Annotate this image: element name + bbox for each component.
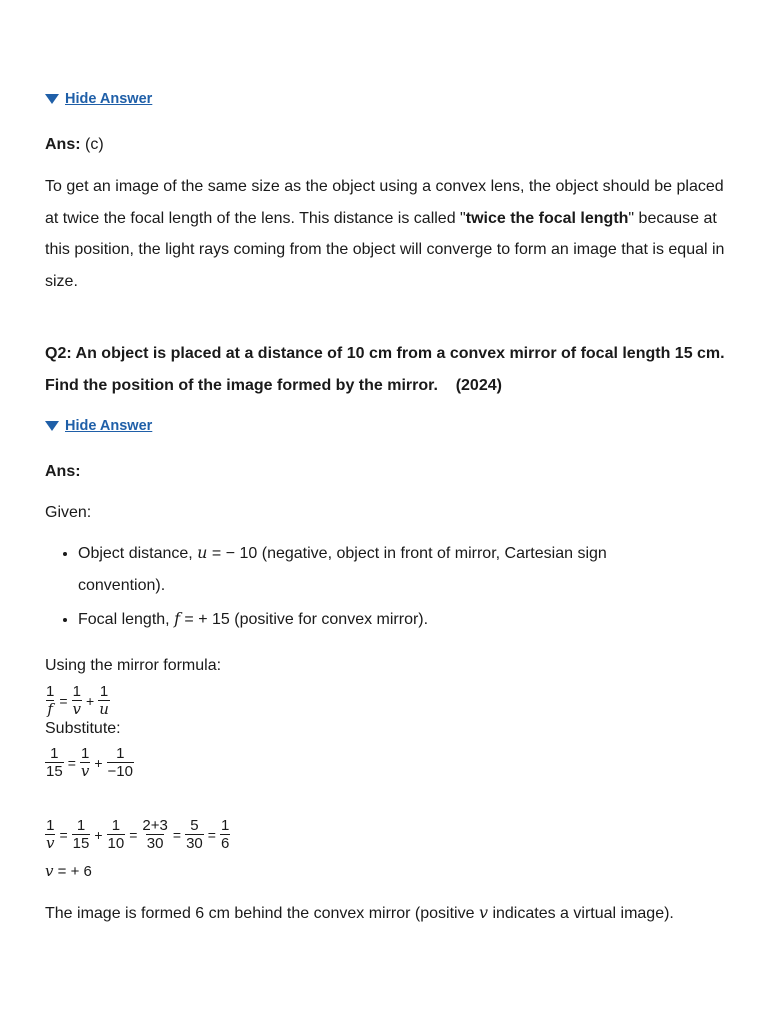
denominator: 15 bbox=[46, 763, 63, 780]
list-item bbox=[78, 537, 698, 601]
conclusion-text-end: indicates a virtual image). bbox=[488, 905, 674, 922]
math-variable: v bbox=[478, 903, 488, 922]
fraction bbox=[98, 684, 110, 717]
numerator: 1 bbox=[46, 683, 55, 700]
explanation-text: To get an image of the same size as the object using a convex lens, the object should be placed at twice the focal length of the lens. This distance is called " bbox=[45, 178, 724, 227]
fraction bbox=[141, 818, 168, 851]
hide-answer-toggle-1[interactable] bbox=[45, 91, 152, 107]
bullet-text: Focal length, bbox=[78, 611, 175, 628]
question-2 bbox=[45, 338, 745, 401]
equals-sign: = bbox=[59, 826, 68, 843]
substitute-label: Substitute: bbox=[45, 720, 121, 737]
fraction bbox=[45, 684, 55, 717]
denominator: 10 bbox=[107, 835, 125, 852]
fraction bbox=[72, 684, 82, 717]
answer-1-explanation bbox=[45, 171, 735, 297]
numerator: 1 bbox=[99, 683, 109, 700]
fraction bbox=[45, 818, 55, 851]
triangle-down-icon bbox=[45, 421, 59, 431]
numerator: 2+3 bbox=[142, 817, 168, 834]
mirror-formula bbox=[45, 684, 110, 717]
hide-answer-link-1[interactable]: Hide Answer bbox=[65, 91, 153, 107]
fraction bbox=[72, 818, 91, 851]
given-list bbox=[45, 537, 698, 638]
math-variable: f bbox=[174, 609, 180, 628]
conclusion bbox=[45, 903, 745, 923]
denominator: v bbox=[80, 762, 90, 780]
triangle-down-icon bbox=[45, 94, 59, 104]
fraction bbox=[80, 746, 90, 779]
conclusion-text: The image is formed 6 cm behind the convex mirror (positive bbox=[45, 905, 479, 922]
result-line bbox=[45, 862, 92, 880]
denominator: −10 bbox=[107, 763, 133, 780]
bullet-text: Object distance, bbox=[78, 545, 198, 562]
equals-sign: = bbox=[207, 826, 216, 843]
solve-equation bbox=[45, 818, 230, 851]
numerator: 1 bbox=[111, 817, 121, 834]
numerator: 1 bbox=[76, 817, 86, 834]
formula-intro: Using the mirror formula: bbox=[45, 657, 222, 674]
numerator: 1 bbox=[50, 745, 59, 762]
denominator: u bbox=[99, 700, 109, 718]
plus-sign: + bbox=[94, 754, 103, 771]
fraction bbox=[220, 818, 230, 851]
math-variable: v bbox=[45, 862, 54, 880]
equals-sign: = bbox=[67, 754, 76, 771]
question-2-text: Q2: An object is placed at a distance of 10 cm from a convex mirror of focal length 15 cm. Find the position of the image formed by the mirror. bbox=[45, 345, 725, 394]
equals-sign: = bbox=[59, 692, 68, 709]
hide-answer-link-2[interactable]: Hide Answer bbox=[65, 418, 153, 434]
explanation-text-end: " because at this position, the light rays coming from the object will converge to form an image that is equal in size. bbox=[45, 209, 725, 290]
denominator: 30 bbox=[146, 835, 164, 852]
answer-1-label-row bbox=[45, 136, 104, 154]
bullet-text: = − 10 (negative, object in front of mirror, Cartesian sign convention). bbox=[78, 545, 607, 594]
denominator: 30 bbox=[186, 835, 203, 852]
list-item bbox=[78, 603, 698, 636]
denominator: f bbox=[47, 700, 53, 718]
ans-value-1: (c) bbox=[80, 136, 104, 153]
equals-sign: = bbox=[172, 826, 182, 843]
numerator: 5 bbox=[190, 817, 199, 834]
result-value: = + 6 bbox=[53, 863, 92, 880]
given-label: Given: bbox=[45, 504, 92, 521]
ans-label-1: Ans: bbox=[45, 136, 81, 153]
numerator: 1 bbox=[46, 817, 55, 834]
fraction bbox=[45, 746, 64, 779]
plus-sign: + bbox=[86, 692, 95, 709]
numerator: 1 bbox=[116, 745, 125, 762]
numerator: 1 bbox=[220, 817, 230, 834]
plus-sign: + bbox=[94, 826, 103, 843]
fraction bbox=[107, 746, 134, 779]
bullet-text: = + 15 (positive for convex mirror). bbox=[179, 611, 429, 628]
denominator: v bbox=[72, 700, 82, 718]
substitution-equation bbox=[45, 746, 134, 779]
explanation-bold-text: twice the focal length bbox=[465, 209, 629, 227]
denominator: 6 bbox=[220, 835, 230, 852]
denominator: v bbox=[46, 834, 55, 852]
denominator: 15 bbox=[72, 835, 90, 852]
numerator: 1 bbox=[72, 683, 81, 700]
ans-label-2: Ans: bbox=[45, 463, 81, 480]
fraction bbox=[185, 818, 204, 851]
hide-answer-toggle-2[interactable] bbox=[45, 418, 152, 434]
equals-sign: = bbox=[129, 826, 138, 843]
math-variable: u bbox=[197, 543, 208, 562]
numerator: 1 bbox=[80, 745, 90, 762]
question-2-year: (2024) bbox=[455, 376, 502, 394]
fraction bbox=[107, 818, 126, 851]
